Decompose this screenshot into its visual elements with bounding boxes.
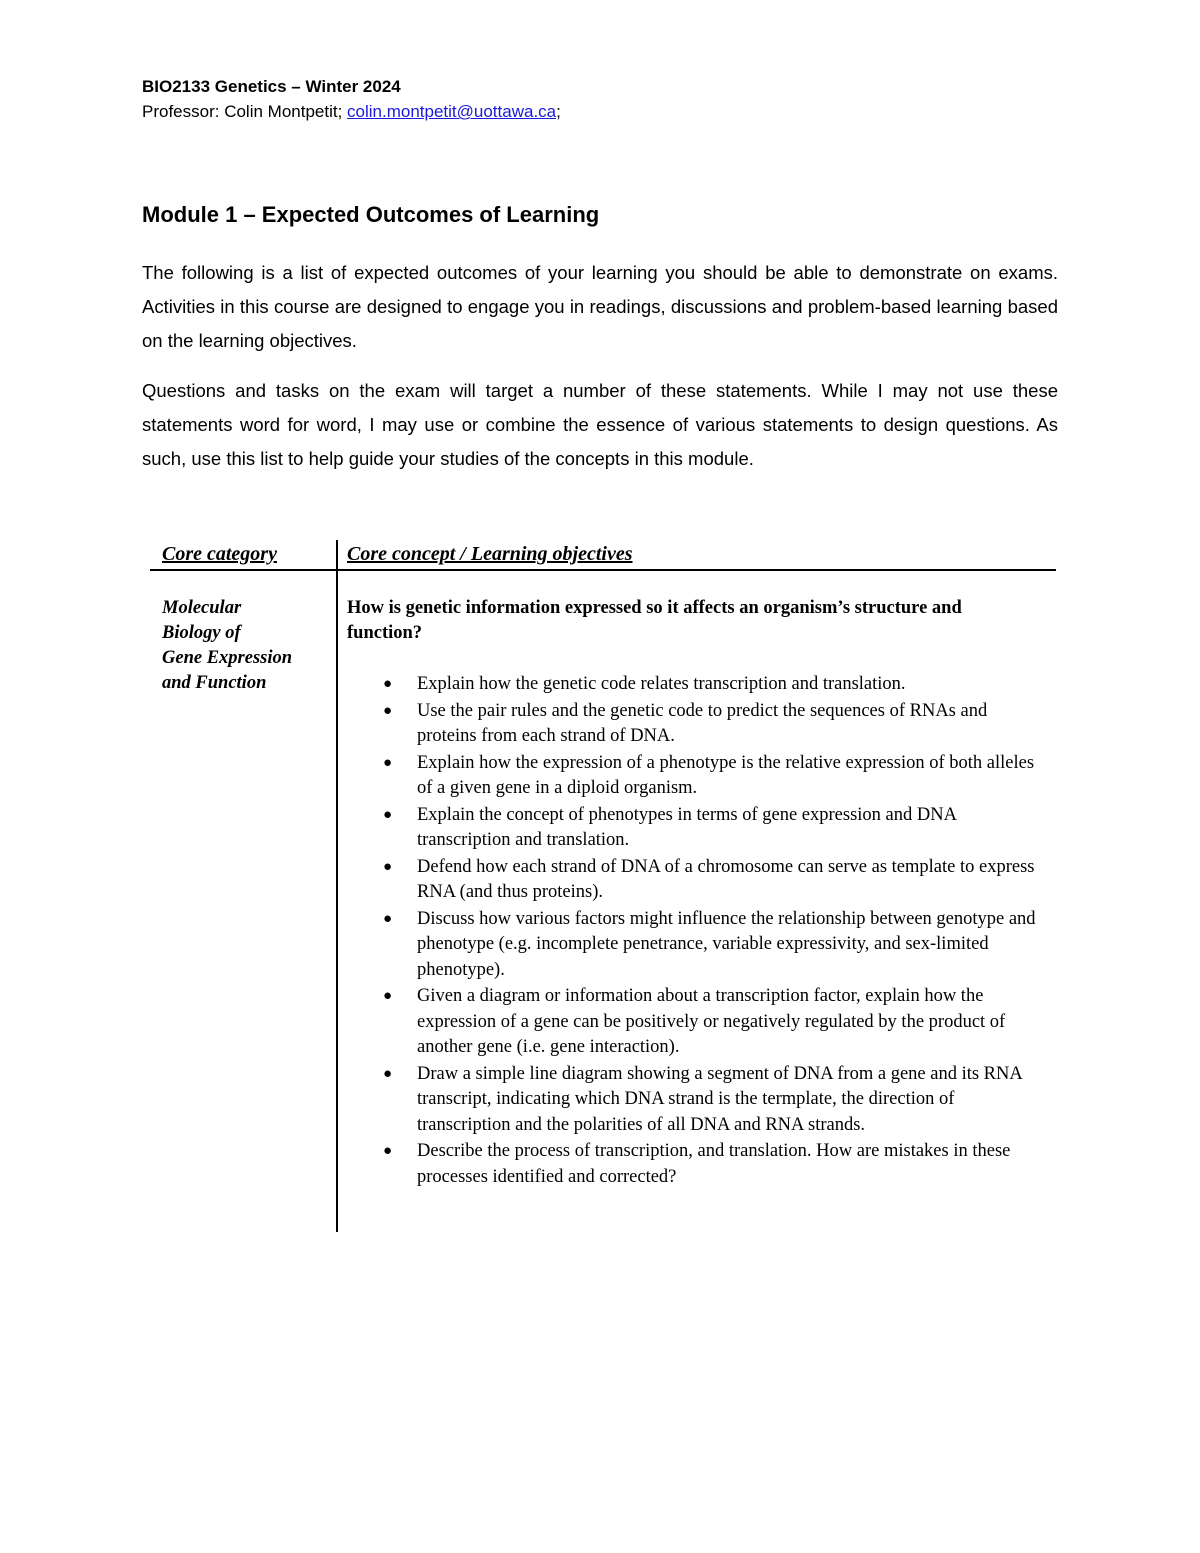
concept-cell <box>347 596 1047 1191</box>
guiding-question: How is genetic information expressed so it affects an organism’s structure and function? <box>347 598 962 643</box>
objective-text: Explain how the genetic code relates transcription and translation. <box>417 674 906 694</box>
professor-suffix: ; <box>556 102 561 121</box>
professor-name: Professor: Colin Montpetit; <box>142 102 348 121</box>
list-item <box>347 803 1047 854</box>
list-item <box>347 855 1047 906</box>
objective-text: Draw a simple line diagram showing a segment of DNA from a gene and its RNA transcript, indicating which DNA strand is the termplate, the direction of transcription and the polarities of all DNA and RNA strands. <box>417 1063 1022 1135</box>
objective-text: Explain how the expression of a phenotype is the relative expression of both alleles of a given gene in a diploid organism. <box>417 752 1035 798</box>
list-item <box>347 907 1047 984</box>
objective-text: Discuss how various factors might influence the relationship between genotype and phenotype (e.g. incomplete penetrance, variable expressivity, and sex-limited phenotype). <box>417 908 1036 980</box>
list-item <box>347 984 1047 1061</box>
list-item <box>347 672 1047 698</box>
bullet-icon: ● <box>383 910 393 927</box>
category-cell <box>162 596 332 696</box>
category-line: Molecular <box>162 598 242 618</box>
outcomes-table <box>150 540 1056 1232</box>
bullet-icon: ● <box>383 988 393 1004</box>
column-divider <box>336 540 338 1232</box>
bullet-icon: ● <box>383 1143 393 1159</box>
module-title: Module 1 – Expected Outcomes of Learning <box>142 202 600 227</box>
objective-text: Explain the concept of phenotypes in terms of gene expression and DNA transcription and translation. <box>417 804 956 850</box>
category-line: and Function <box>162 673 267 693</box>
exam-paragraph: Questions and tasks on the exam will target a number of these statements. While I may not use these statements word for word, I may use or combine the essence of various statements to design questions. As such, use this list to help guide your studies of the concepts in this module. <box>142 380 1058 469</box>
bullet-icon: ● <box>383 754 393 771</box>
bullet-icon: ● <box>383 676 393 692</box>
bullet-icon: ● <box>383 806 393 823</box>
category-line: Gene Expression <box>162 648 293 668</box>
professor-email-link[interactable]: colin.montpetit@uottawa.ca <box>347 102 557 121</box>
category-line: Biology of <box>162 623 241 643</box>
bullet-icon: ● <box>383 858 393 875</box>
objective-text: Describe the process of transcription, and translation. How are mistakes in these processes identified and corrected? <box>417 1141 1011 1187</box>
header-rule <box>150 569 1056 571</box>
list-item <box>347 699 1047 750</box>
intro-paragraph: The following is a list of expected outcomes of your learning you should be able to demonstrate on exams. Activities in this course are designed to engage you in readings, discussions and problem-based learning based on the learning objectives. <box>142 262 1058 351</box>
document-header <box>142 74 561 124</box>
course-title: BIO2133 Genetics – Winter 2024 <box>142 77 401 96</box>
list-item <box>347 1139 1047 1190</box>
bullet-icon: ● <box>383 702 393 719</box>
header-core-concept: Core concept / Learning objectives <box>347 543 633 565</box>
objective-text: Given a diagram or information about a transcription factor, explain how the expression of a gene can be positively or negatively regulated by the product of another gene (i.e. gene interaction). <box>417 986 1006 1057</box>
list-item <box>347 1062 1047 1139</box>
header-core-category: Core category <box>162 543 277 565</box>
professor-line <box>142 99 561 124</box>
objective-text: Use the pair rules and the genetic code to predict the sequences of RNAs and proteins from each strand of DNA. <box>417 700 988 746</box>
objectives-list <box>347 672 1047 1190</box>
objective-text: Defend how each strand of DNA of a chromosome can serve as template to express RNA (and thus proteins). <box>417 856 1035 902</box>
list-item <box>347 751 1047 802</box>
bullet-icon: ● <box>383 1065 393 1082</box>
